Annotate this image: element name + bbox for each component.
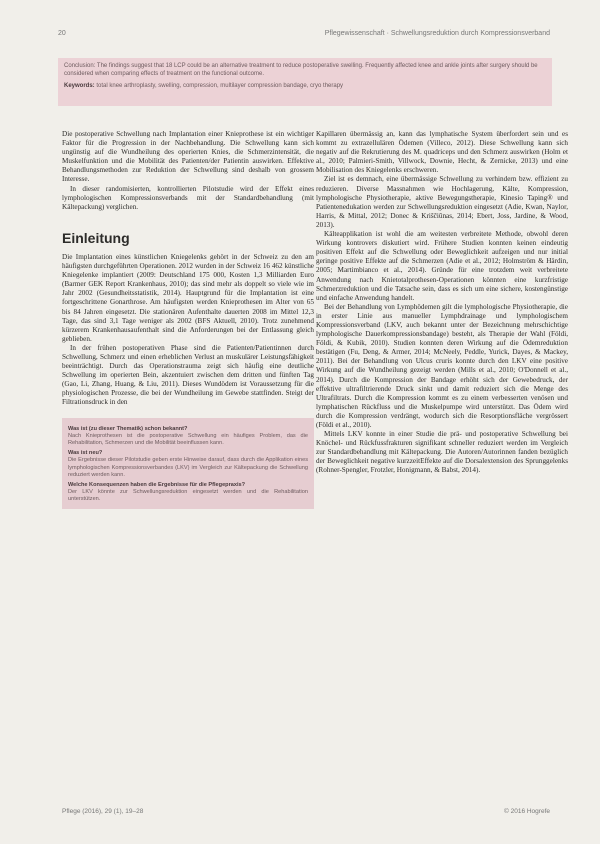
- body-paragraph: Kälteapplikation ist wohl die am weitesten verbreitete Methode, obwohl deren Wirkung kontrovers diskutiert wird. Frühere Studien konnten keinen eindeutig positiven Effekt auf die Schwellung oder Beweglichkeit aufzeigen und nur initial geringe positive Effekte auf die Schmerzen (Adie et al., 2012; Holmström & Härdin, 2005; Martimbianco et al., 2014). Gründe für eine trotzdem weit verbreitete Anwendung nach Knietotalprothesen-Operationen könnten eine kurzfristige Schmerzreduktion und die Tatsache sein, dass es sich um eine sichere, kostengünstige und einfache Anwendung handelt.: [316, 230, 568, 302]
- left-column: [62, 130, 314, 509]
- right-column: [316, 130, 568, 476]
- body-paragraph: Kapillaren übermässig an, kann das lymphatische System überfordert sein und es kommt zu extrazellulären Ödemen (Villeco, 2012). Diese Schwellung kann sich negativ auf die Rekrutierung des M. quadriceps und den Schmerz auswirken (Holm et al., 2010; Palmieri-Smith, Villwock, Downie, Hecht, & Zernicke, 2013) und eine Mobilisation des Kniegelenks erschweren.: [316, 130, 568, 175]
- box-answer: Der LKV könnte zur Schwellungsreduktion eingesetzt werden und die Rehabilitation unterstützen.: [68, 489, 308, 503]
- body-paragraph: Bei der Behandlung von Lymphödemen gilt die lymphologische Physiotherapie, die in erster Linie aus manueller Lymphdrainage und lymphologischem Kompressionsverband (LKV, auch bekannt unter der Bezeichnung mehrschichtige lymphologische Dauerkompressionsbandage) besteht, als Therapie der Wahl (Földi, Földi, & Kubik, 2010). Studien konnten deren Wirkung auf die Ödemreduktion bestätigen (Fu, Deng, & Armer, 2014; McNeely, Peddle, Yurick, Dayes, & Mackey, 2011). Bei der Behandlung von Ulcus cruris konnte durch den LKV eine positive Wirkung auf die Wundheilung gezeigt werden (Mills et al., 2010; O'Donnell et al., 2014). Durch die Kompression der Bandage erhöht sich der Gewebedruck, der effektive ultrafiltrierende Druck sinkt und damit reduziert sich die Menge des Ultrafiltrats. Durch die Kompression kommt es zu einem verbesserten venösen und lymphatischen Rückfluss und die Muskelpumpe wird unterstützt. Das Ödem wird durch die Kompression verdrängt, wodurch sich die Resorptionsfläche vergrössert (Földi et al., 2010).: [316, 302, 568, 429]
- key-questions-box: [62, 418, 314, 509]
- keywords-label: Keywords:: [64, 83, 95, 89]
- footer-citation: Pflege (2016), 29 (1), 19–28: [62, 808, 144, 815]
- intro-paragraph: Die postoperative Schwellung nach Implantation einer Knieprothese ist ein wichtiger Faktor für die Progression in der Nachbehandlung. Die Schwellung kann sich ungünstig auf die Wundheilung des operierten Knies, die Schmerzintensität, die Muskelfunktion und die Mobilität des Patienten/der Patientin auswirken. Effektive Behandlungsmethoden zur Reduktion der Schwellung sind deshalb von grossem Interesse.: [62, 130, 314, 184]
- box-question: Welche Konsequenzen haben die Ergebnisse für die Pflegepraxis?: [68, 481, 246, 488]
- box-question: Was ist (zu dieser Thematik) schon bekannt?: [68, 425, 188, 432]
- abstract-conclusion: Conclusion: The findings suggest that 18 LCP could be an alternative treatment to reduce postoperative swelling. Frequently affected knee and ankle joints after surgery should be considered when comparing effects of treatment on the functional outcome.: [64, 63, 538, 77]
- running-header: [58, 30, 550, 37]
- body-paragraph: Mittels LKV konnte in einer Studie die prä- und postoperative Schwellung bei Knöchel- und Rückfussfrakturen signifikant schneller reduziert werden im Vergleich zur Standardbehandlung mit Kältepackung. Die Autoren/Autorinnen fanden bezüglich der Beweglichkeit negative kurzzeitEffekte auf die Dorsalextension des Sprunggelenks (Rohner-Spengler, Frotzler, Honigmann, & Babst, 2014).: [316, 430, 568, 475]
- keywords-text: total knee arthroplasty, swelling, compression, multilayer compression bandage, cryo therapy: [96, 83, 344, 89]
- body-paragraph: Die Implantation eines künstlichen Kniegelenks gehört in der Schweiz zu den am häufigsten durchgeführten Operationen. 2012 wurden in der Schweiz 16 462 künstliche Kniegelenke implantiert (2009: Deutschland 175 000, Kosten 1,3 Milliarden Euro (Barmer GEK Report Krankenhaus, 2010); das sind mehr als doppelt so viele wie im Jahr 2002 (Gesundheitsstatistik, 2014). Hauptgrund für die Implantation ist eine fortgeschrittene Gonarthrose. Am häufigsten werden Knieprothesen im Alter von 65 bis 84 Jahren eingesetzt. Die stationären Aufenthalte dauerten 2008 im Mittel 12,3 Tage, das sind 3,1 Tage weniger als 2002 (BFS Aktuell, 2010). Trotz zunehmend kürzerem Krankenhausaufenthalt sind die Anforderungen bei der Entlassung gleich geblieben.: [62, 252, 314, 343]
- body-paragraph: In der frühen postoperativen Phase sind die Patienten/Patientinnen durch Schwellung, Schmerz und einen erheblichen Verlust an muskulärer Leistungsfähigkeit beeinträchtigt. Durch das Operationstrauma zeigt sich häufig eine deutliche Schwellung im operierten Bein, akzentuiert zwischen dem dritten und fünften Tag (Gao, Li, Zhang, Huang, & Liu, 2011). Dieses Wundödem ist Voraussetzung für die physiologischen Prozesse, die bei der Wundheilung im Gewebe stattfinden. Steigt der Filtrationsdruck in den: [62, 343, 314, 407]
- section-heading: Einleitung: [62, 229, 130, 246]
- box-answer: Nach Knieprothesen ist die postoperative Schwellung ein häufiges Problem, das die Rehabilitation, Schmerzen und die Mobilität beeinflussen kann.: [68, 432, 308, 446]
- running-title: Pflegewissenschaft · Schwellungsreduktion durch Kompressionsverband: [324, 30, 550, 37]
- keywords-line: [64, 82, 546, 90]
- intro-paragraph: In dieser randomisierten, kontrollierten Pilotstudie wird der Effekt eines lymphologischen Kompressionsverbands mit der Standardbehandlung (mit Kältepackung) verglichen.: [62, 184, 314, 211]
- footer-publisher: © 2016 Hogrefe: [504, 808, 550, 815]
- body-paragraph: Ziel ist es demnach, eine übermässige Schwellung zu verhindern bzw. effizient zu reduzieren. Diverse Massnahmen wie Hochlagerung, Kälte, Kompression, lymphologische Physiotherapie, aktive Bewegungstherapie, Kinesio Taping® und Patientenedukation werden zur Schwellungsreduktion eingesetzt (Adie, Kwan, Naylor, Harris, & Mittal, 2012; Donec & Kriščiūnas, 2014; Ebert, Joss, Jardine, & Wood, 2013).: [316, 175, 568, 229]
- box-answer: Die Ergebnisse dieser Pilotstudie geben erste Hinweise darauf, dass durch die Applikation eines lymphologischen Kompressionsverbandes (LKV) im Vergleich zur Kältepackung die Schwellung reduziert werden kann.: [68, 457, 308, 478]
- page-number: 20: [58, 30, 66, 37]
- abstract-box: [58, 58, 552, 106]
- page-footer: [62, 808, 550, 815]
- box-question: Was ist neu?: [68, 450, 103, 457]
